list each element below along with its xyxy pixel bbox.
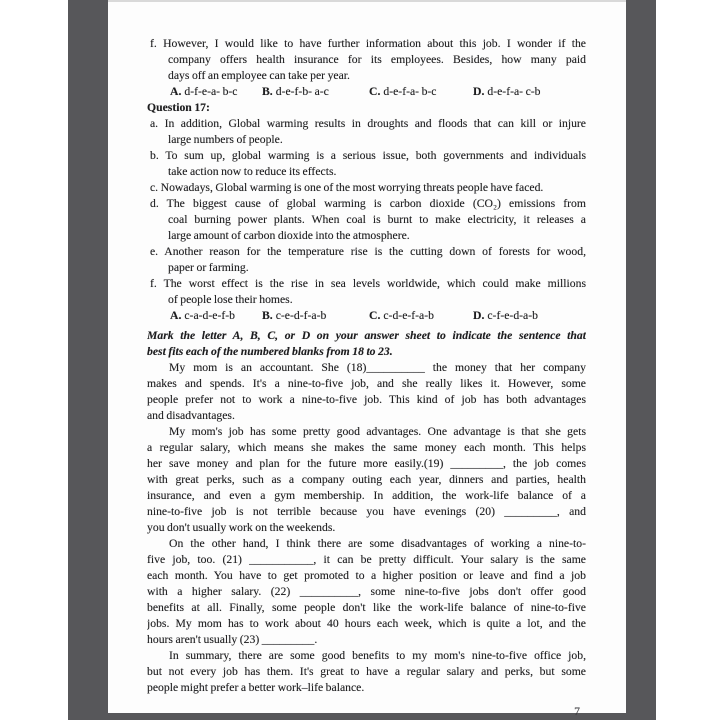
answer-option-a (170, 308, 262, 324)
answer-option-c (369, 308, 473, 324)
text-line: On the other hand, I think there are some disadvantages of working a nine-to- (169, 537, 586, 550)
option-text: d-e-f-a- b-c (383, 85, 437, 98)
option-text: d-e-f-a- c-b (487, 85, 541, 98)
text-line: insurance, and even a gym membership. In addition, the work-life balance of a (147, 489, 586, 502)
text-line: of people lose their homes. (168, 293, 293, 306)
text-line: and disadvantages. (147, 409, 235, 422)
text-line: coal burning power plants. When coal is burnt to make electricity, it releases a (168, 213, 586, 226)
text-line: benefits at all. Finally, some people don't like the work-life balance of nine-to-five (147, 601, 586, 614)
option-letter: D. (473, 309, 485, 322)
option-text: c-f-e-d-a-b (487, 309, 538, 322)
text-line: makes and spends. It's a nine-to-five job, and she really likes it. However, some (147, 377, 586, 390)
text-line: hours aren't usually (23) _________. (147, 633, 318, 646)
text-line: large numbers of people. (168, 133, 283, 146)
option-letter: B. (262, 85, 273, 98)
text-line: but not every job has them. It's great to have a regular salary and perks, but some (147, 665, 586, 678)
text-line: her save money and plan for the future more easily.(19) _________, the job comes (147, 457, 586, 470)
option-letter: D. (473, 85, 485, 98)
question-17-heading: Question 17: (147, 101, 210, 114)
option-letter: B. (262, 309, 273, 322)
text-line: paper or farming. (168, 261, 249, 274)
answer-option-b (262, 84, 369, 100)
text-line: large amount of carbon dioxide into the atmosphere. (168, 229, 410, 242)
answer-option-b (262, 308, 369, 324)
text-line: In summary, there are some good benefits to my mom's nine-to-five office job, (169, 649, 586, 662)
text-line: take action now to reduce its effects. (168, 165, 337, 178)
text-line: company offers health insurance for its employees. Besides, how many paid (168, 53, 586, 66)
option-text: c-a-d-e-f-b (184, 309, 235, 322)
text-line: My mom is an accountant. She (18)__________ the money that her company (169, 361, 586, 374)
answer-options-row (147, 84, 586, 100)
text-line: days off an employee can take per year. (168, 69, 350, 82)
text-line: My mom's job has some pretty good advantages. One advantage is that she gets (169, 425, 586, 438)
text-line: jobs. My mom has to work about 40 hours each week, which is quite a lot, and the (147, 617, 586, 630)
text-line: d. The biggest cause of global warming is carbon dioxide (CO₂) emissions from (150, 197, 586, 210)
answer-option-d (473, 84, 541, 100)
option-text: c-d-e-f-a-b (383, 309, 434, 322)
text-line: five job, too. (21) ___________, it can be pretty difficult. Your salary is the same (147, 553, 586, 566)
text-line: c. Nowadays, Global warming is one of the most worrying threats people have faced. (150, 181, 544, 194)
text-line: e. Another reason for the temperature rise is the cutting down of forests for wood, (150, 245, 586, 258)
text-line: with a higher salary. (22) __________, some nine-to-five jobs don't offer good (147, 585, 586, 598)
option-letter: C. (369, 85, 381, 98)
option-text: c-e-d-f-a-b (275, 309, 327, 322)
answer-option-c (369, 84, 473, 100)
answer-options-row (147, 308, 586, 324)
instruction-line: best fits each of the numbered blanks from 18 to 23. (147, 345, 393, 358)
text-line: a regular salary, which means she makes the same money each month. This helps (147, 441, 586, 454)
text-line: nine-to-five job is not terrible because you have evenings (20) _________, and (147, 505, 586, 518)
answer-option-d (473, 308, 538, 324)
text-line: each month. You have to get promoted to a higher position or leave and find a job (147, 569, 586, 582)
text-line: f. However, I would like to have further information about this job. I wonder if the (150, 37, 586, 50)
option-letter: A. (170, 85, 182, 98)
text-line: b. To sum up, global warming is a serious issue, both governments and individuals (150, 149, 586, 162)
option-letter: A. (170, 309, 182, 322)
page-number: 7 (574, 705, 580, 718)
text-line: people might prefer a better work–life balance. (147, 681, 365, 694)
text-line: a. In addition, Global warming results in droughts and floods that can kill or injure (150, 117, 586, 130)
answer-option-a (170, 84, 262, 100)
page-text-block (147, 36, 586, 720)
text-line: with great perks, such as a company outing each year, dinners and parties, health (147, 473, 586, 486)
option-letter: C. (369, 309, 381, 322)
document-page (108, 0, 626, 718)
text-line: f. The worst effect is the rise in sea levels worldwide, which could make millions (150, 277, 586, 290)
instruction-line: Mark the letter A, B, C, or D on your answer sheet to indicate the sentence that (147, 329, 586, 342)
text-line: you don't usually work on the weekends. (147, 521, 336, 534)
text-line: people prefer not to work a nine-to-five job. This kind of job has both advantages (147, 393, 586, 406)
option-text: d-e-f-b- a-c (275, 85, 329, 98)
option-text: d-f-e-a- b-c (184, 85, 238, 98)
